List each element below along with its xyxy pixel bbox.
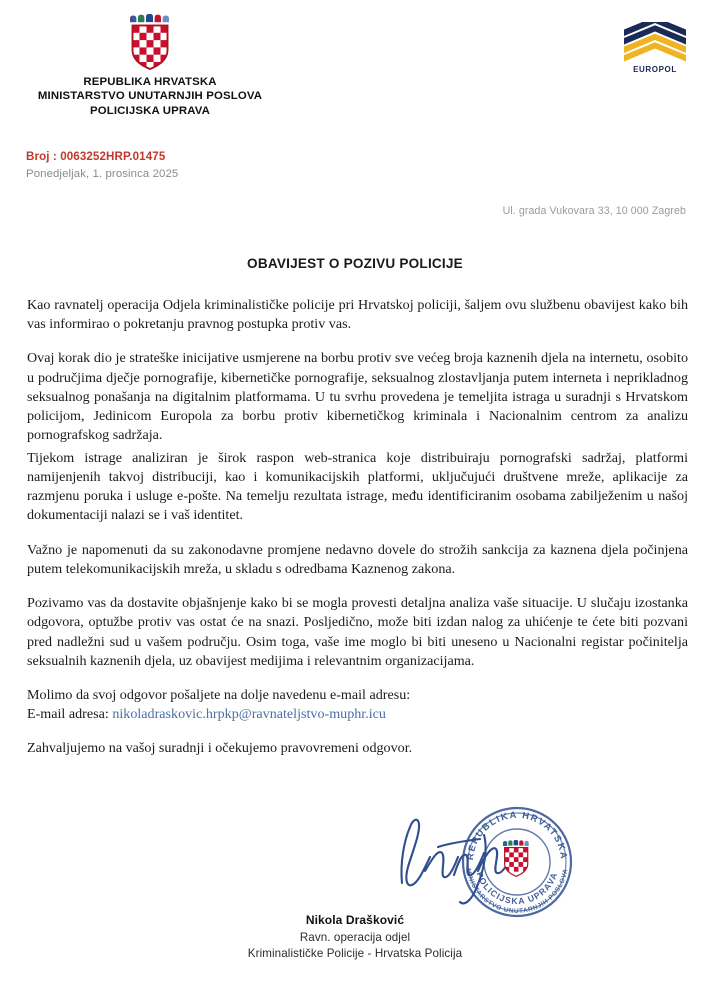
office-address: Ul. grada Vukovara 33, 10 000 Zagreb xyxy=(502,205,686,217)
signatory-role: Ravn. operacija odjel xyxy=(299,931,411,944)
signatory-department: Kriminalističke Policije - Hrvatska Policija xyxy=(247,947,463,960)
croatian-coat-of-arms-icon xyxy=(127,14,173,70)
svg-text:REPUBLIKA HRVATSKA: REPUBLIKA HRVATSKA xyxy=(463,808,571,861)
signature-area xyxy=(0,795,710,1000)
paragraph-legislation: Važno je napomenuti da su zakonodavne promjene nedavno dovele do strožih sankcija za kaznena djela počinjena putem telekomunikacijskih mreža, u skladu s odredbama Kaznenog zakona. xyxy=(27,541,688,577)
svg-text:MINISTARSTVO UNUTARNJIH POSLOV: MINISTARSTVO UNUTARNJIH POSLOVA xyxy=(464,868,570,916)
paragraph-closing: Zahvaljujemo na vašoj suradnji i očekujemo pravovremeni odgovor. xyxy=(27,740,413,757)
document-date: Ponedjeljak, 1. prosinca 2025 xyxy=(26,168,179,180)
europol-logo-icon xyxy=(622,20,688,64)
reply-instruction-text: Molimo da svoj odgovor pošaljete na dolje navedenu e-mail adresu: xyxy=(27,686,411,703)
reference-number: Broj : 0063252HRP.01475 xyxy=(26,150,166,163)
paragraph-investigation: Tijekom istrage analiziran je širok raspon web-stranica koje distribuiraju pornografski sadržaj, platformi namijenjenih takvoj distribuciji, kao i komunikacijskih platformi, uključujući društvene mreže, aplikacije za razmjenu poruka i usluge e-pošte. Na temelju rezultata istrage, među identificiranim osobama zabilježenim u našoj dokumentaciji nalazi se i vaš identitet. xyxy=(27,449,688,524)
official-round-seal-icon xyxy=(455,800,579,924)
reply-instruction-block xyxy=(27,686,688,724)
ministry-name-lines xyxy=(0,75,300,118)
email-address-link[interactable]: nikoladraskovic.hrpkp@ravnateljstvo-muphr.icu xyxy=(112,706,386,723)
svg-text:POLICIJSKA UPRAVA: POLICIJSKA UPRAVA xyxy=(474,870,560,907)
document-body xyxy=(27,296,688,774)
reference-block xyxy=(26,150,178,180)
document-title: OBAVIJEST O POZIVU POLICIJE xyxy=(247,256,463,271)
europol-logo xyxy=(622,20,688,74)
ministry-identity-block xyxy=(0,14,300,118)
signatory-name: Nikola Drašković xyxy=(305,913,405,927)
document-header xyxy=(0,0,710,130)
paragraph-summons: Pozivamo vas da dostavite objašnjenje kako bi se mogla provesti detaljna analiza vaše situacije. U slučaju izostanka odgovora, optužbe protiv vas ostat će na snazi. Posljedično, može biti izdan nalog za uhićenje te ćete biti pozvani pred nadležni sud u vašem području. Osim toga, vaše ime moglo bi biti uneseno u Nacionalni registar počinitelja seksualnih kaznenih djela, uz obavijest medijima i relevantnim organizacijama. xyxy=(27,595,688,669)
europol-wordmark: EUROPOL xyxy=(633,65,677,74)
paragraph-intro: Kao ravnatelj operacija Odjela kriminalističke policije pri Hrvatskoj policiji, šaljem ovu službenu obavijest kako bih vas informirao o pokretanju pravnog postupka protiv vas. xyxy=(27,297,688,333)
org-line-police-admin: POLICIJSKA UPRAVA xyxy=(89,104,211,117)
signatory-block xyxy=(0,913,710,960)
org-line-ministry: MINISTARSTVO UNUTARNJIH POSLOVA xyxy=(37,90,263,103)
email-label: E-mail adresa: xyxy=(27,706,113,723)
org-line-republic: REPUBLIKA HRVATSKA xyxy=(83,76,217,88)
paragraph-initiative: Ovaj korak dio je strateške inicijative usmjerene na borbu protiv sve većeg broja kaznenih djela na internetu, osobito u područjima dječje pornografije, kibernetičke pornografije, seksualnog zlostavljanja putem interneta i neprikladnog seksualnog ponašanja na digitalnim platformama. U tu svrhu provedena je temeljita istraga u suradnji s Hrvatskom policijom, Jedinicom Europola za borbu protiv kibernetičkog kriminala i Nacionalnim centrom za analizu pornografskog sadržaja. xyxy=(27,350,688,444)
